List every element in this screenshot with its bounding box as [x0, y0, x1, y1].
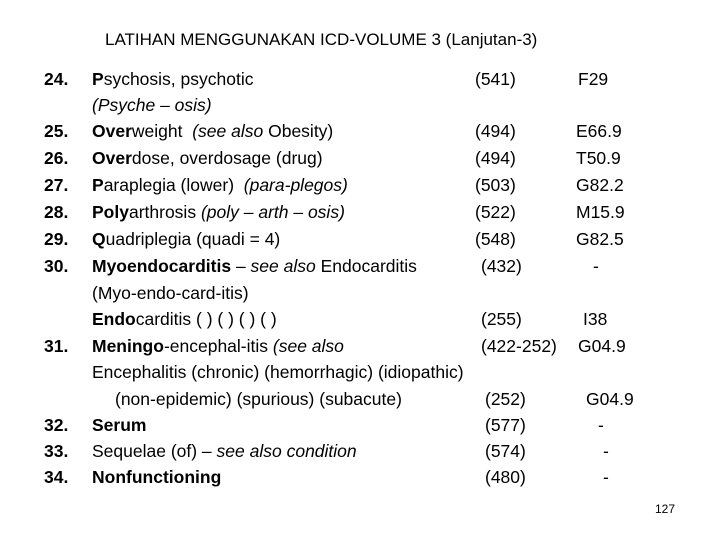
item-etymology: (Myo-endo-card-itis)	[92, 283, 249, 303]
item-page-ref: (480)	[485, 467, 526, 487]
item-page-ref: (548)	[475, 229, 516, 249]
item-page-ref: (577)	[485, 415, 526, 435]
item-page-ref: (503)	[475, 175, 516, 195]
item-page-ref: (432)	[481, 256, 522, 276]
item-number: 31.	[44, 336, 69, 356]
item-code: -	[598, 415, 604, 435]
item-number: 29.	[44, 229, 69, 249]
item-code: M15.9	[576, 202, 625, 222]
item-term: Paraplegia (lower) (para-plegos)	[92, 175, 348, 195]
page-number: 127	[655, 502, 676, 516]
item-term: Serum	[92, 415, 147, 435]
item-code: -	[593, 256, 599, 276]
item-number: 32.	[44, 415, 69, 435]
item-term: Quadriplegia (quadi = 4)	[92, 229, 281, 249]
page-title: LATIHAN MENGGUNAKAN ICD-VOLUME 3 (Lanjutan-3)	[105, 30, 538, 49]
item-subterm: Endocarditis ( ) ( ) ( ) ( )	[92, 309, 277, 329]
item-code: T50.9	[576, 148, 621, 168]
item-page-ref: (494)	[475, 148, 516, 168]
item-code: I38	[583, 309, 608, 329]
item-code: G04.9	[578, 336, 626, 356]
item-code: -	[603, 441, 609, 461]
item-page-ref: (255)	[481, 309, 522, 329]
item-term: Overdose, overdosage (drug)	[92, 148, 323, 168]
item-etymology: (Psyche – osis)	[92, 95, 212, 115]
item-number: 24.	[44, 69, 69, 89]
item-code: G04.9	[586, 389, 634, 409]
item-number: 33.	[44, 441, 69, 461]
item-term: Myoendocarditis – see also Endocarditis	[92, 256, 417, 276]
item-page-ref: (494)	[475, 121, 516, 141]
item-number: 27.	[44, 175, 69, 195]
item-code: E66.9	[576, 121, 622, 141]
item-term: Psychosis, psychotic	[92, 69, 254, 89]
item-code: G82.2	[576, 175, 624, 195]
item-number: 25.	[44, 121, 69, 141]
item-subterm: (non-epidemic) (spurious) (subacute)	[115, 389, 402, 409]
item-term: Overweight (see also Obesity)	[92, 121, 334, 141]
item-number: 26.	[44, 148, 69, 168]
item-subterm: Encephalitis (chronic) (hemorrhagic) (idiopathic)	[92, 362, 464, 382]
item-code: F29	[578, 69, 609, 89]
item-page-ref: (522)	[475, 202, 516, 222]
item-page-ref: (422-252)	[481, 336, 557, 356]
item-term: Polyarthrosis (poly – arth – osis)	[92, 202, 345, 222]
item-page-ref: (541)	[475, 69, 516, 89]
item-number: 28.	[44, 202, 69, 222]
item-page-ref: (574)	[485, 441, 526, 461]
item-term: Meningo-encephal-itis (see also	[92, 336, 344, 356]
item-term: Nonfunctioning	[92, 467, 222, 487]
item-number: 34.	[44, 467, 69, 487]
item-page-ref: (252)	[485, 389, 526, 409]
item-code: G82.5	[576, 229, 624, 249]
item-term: Sequelae (of) – see also condition	[92, 441, 357, 461]
item-number: 30.	[44, 256, 69, 276]
item-code: -	[603, 467, 609, 487]
